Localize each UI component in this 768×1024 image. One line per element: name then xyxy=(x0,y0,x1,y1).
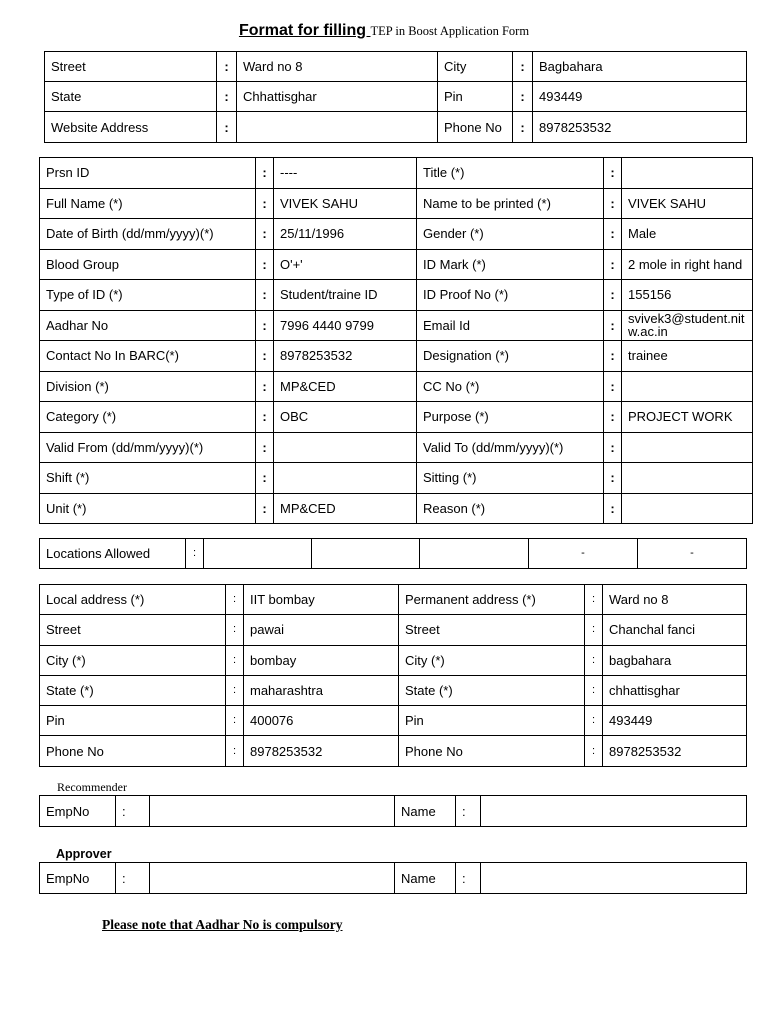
recommender-name-value[interactable] xyxy=(481,796,747,827)
separator: : xyxy=(256,249,274,280)
field-label: CC No (*) xyxy=(417,371,604,402)
table-row xyxy=(40,863,747,894)
table-row xyxy=(45,52,747,82)
separator: : xyxy=(585,736,603,766)
street-value[interactable]: Ward no 8 xyxy=(237,52,438,82)
locations-table xyxy=(39,538,747,569)
separator: : xyxy=(217,82,237,112)
field-value[interactable]: Student/traine ID xyxy=(274,280,417,311)
field-value[interactable]: MP&CED xyxy=(274,371,417,402)
field-value[interactable] xyxy=(622,158,753,189)
approver-empno-value[interactable] xyxy=(150,863,395,894)
table-row xyxy=(40,675,747,705)
field-label: Email Id xyxy=(417,310,604,341)
field-value[interactable]: 7996 4440 9799 xyxy=(274,310,417,341)
field-label: ID Proof No (*) xyxy=(417,280,604,311)
field-label: Local address (*) xyxy=(40,585,226,615)
separator: : xyxy=(226,675,244,705)
separator: : xyxy=(256,341,274,372)
field-value[interactable]: trainee xyxy=(622,341,753,372)
recommender-empno-value[interactable] xyxy=(150,796,395,827)
pin-label: Pin xyxy=(438,82,513,112)
title-sub: TEP in Boost Application Form xyxy=(370,24,530,38)
field-label: Full Name (*) xyxy=(40,188,256,219)
field-label: Type of ID (*) xyxy=(40,280,256,311)
field-label: Name to be printed (*) xyxy=(417,188,604,219)
field-label: Reason (*) xyxy=(417,493,604,524)
title-main: Format for filling xyxy=(238,22,371,39)
separator: : xyxy=(256,371,274,402)
table-row xyxy=(40,645,747,675)
separator: : xyxy=(604,188,622,219)
table-row xyxy=(40,402,753,433)
field-value[interactable] xyxy=(274,432,417,463)
separator: : xyxy=(256,188,274,219)
separator: : xyxy=(256,280,274,311)
field-value[interactable]: svivek3@student.nitw.ac.in xyxy=(622,310,753,341)
separator: : xyxy=(256,493,274,524)
table-row xyxy=(40,341,753,372)
separator: : xyxy=(585,645,603,675)
approver-table xyxy=(39,862,747,894)
recommender-table xyxy=(39,795,747,827)
field-label: Designation (*) xyxy=(417,341,604,372)
location-cell[interactable] xyxy=(420,539,529,569)
field-value[interactable]: 8978253532 xyxy=(274,341,417,372)
field-value[interactable] xyxy=(622,432,753,463)
field-value[interactable]: chhattisghar xyxy=(603,675,747,705)
personal-details-table xyxy=(39,157,753,524)
field-value[interactable]: bombay xyxy=(244,645,399,675)
field-label: Pin xyxy=(399,706,585,736)
field-label: Valid From (dd/mm/yyyy)(*) xyxy=(40,432,256,463)
table-row xyxy=(40,249,753,280)
field-label: Pin xyxy=(40,706,226,736)
field-value[interactable]: 2 mole in right hand xyxy=(622,249,753,280)
separator: : xyxy=(456,796,481,827)
recommender-heading: Recommender xyxy=(57,780,127,794)
location-cell[interactable] xyxy=(204,539,312,569)
table-row xyxy=(40,219,753,250)
separator: : xyxy=(604,463,622,494)
state-value[interactable]: Chhattisghar xyxy=(237,82,438,112)
field-value[interactable]: Chanchal fanci xyxy=(603,615,747,645)
field-value[interactable]: O'+' xyxy=(274,249,417,280)
field-label: Shift (*) xyxy=(40,463,256,494)
field-label: Division (*) xyxy=(40,371,256,402)
phone-value[interactable]: 8978253532 xyxy=(533,112,747,143)
separator: : xyxy=(256,432,274,463)
field-value[interactable]: 493449 xyxy=(603,706,747,736)
field-label: Phone No xyxy=(40,736,226,766)
field-value[interactable]: bagbahara xyxy=(603,645,747,675)
separator: : xyxy=(604,432,622,463)
address-details-table xyxy=(39,584,747,767)
website-value[interactable] xyxy=(237,112,438,143)
separator: : xyxy=(513,82,533,112)
separator: : xyxy=(604,280,622,311)
separator: : xyxy=(456,863,481,894)
field-label: Date of Birth (dd/mm/yyyy)(*) xyxy=(40,219,256,250)
table-row xyxy=(40,493,753,524)
table-row xyxy=(40,585,747,615)
field-label: Blood Group xyxy=(40,249,256,280)
separator: : xyxy=(226,706,244,736)
approver-name-value[interactable] xyxy=(481,863,747,894)
field-value[interactable]: ---- xyxy=(274,158,417,189)
field-value[interactable]: 8978253532 xyxy=(603,736,747,766)
separator: : xyxy=(256,463,274,494)
location-cell[interactable]: - xyxy=(638,539,747,569)
field-label: Permanent address (*) xyxy=(399,585,585,615)
field-label: Prsn ID xyxy=(40,158,256,189)
table-row xyxy=(40,371,753,402)
aadhar-note: Please note that Aadhar No is compulsory xyxy=(102,917,343,932)
table-row xyxy=(45,112,747,143)
table-row xyxy=(40,706,747,736)
table-row xyxy=(40,432,753,463)
field-label: Unit (*) xyxy=(40,493,256,524)
separator: : xyxy=(256,310,274,341)
separator: : xyxy=(226,585,244,615)
table-row xyxy=(40,463,753,494)
separator: : xyxy=(256,219,274,250)
separator: : xyxy=(585,585,603,615)
location-cell[interactable]: - xyxy=(529,539,638,569)
field-label: City (*) xyxy=(40,645,226,675)
form-title xyxy=(0,22,768,40)
table-row xyxy=(40,188,753,219)
table-row xyxy=(40,280,753,311)
approver-name-label: Name xyxy=(395,863,456,894)
locations-label: Locations Allowed xyxy=(40,539,186,569)
field-value[interactable] xyxy=(622,371,753,402)
field-label: Category (*) xyxy=(40,402,256,433)
table-row xyxy=(45,82,747,112)
street-label: Street xyxy=(45,52,217,82)
separator: : xyxy=(217,52,237,82)
separator: : xyxy=(604,341,622,372)
field-value[interactable]: 25/11/1996 xyxy=(274,219,417,250)
city-value[interactable]: Bagbahara xyxy=(533,52,747,82)
table-row xyxy=(40,158,753,189)
separator: : xyxy=(604,493,622,524)
approver-heading: Approver xyxy=(56,847,112,861)
field-value[interactable]: Male xyxy=(622,219,753,250)
field-label: Phone No xyxy=(399,736,585,766)
field-value[interactable]: pawai xyxy=(244,615,399,645)
field-label: Valid To (dd/mm/yyyy)(*) xyxy=(417,432,604,463)
table-row xyxy=(40,796,747,827)
separator: : xyxy=(585,615,603,645)
field-value[interactable]: 155156 xyxy=(622,280,753,311)
phone-label: Phone No xyxy=(438,112,513,143)
field-value[interactable]: VIVEK SAHU xyxy=(622,188,753,219)
separator: : xyxy=(226,615,244,645)
separator: : xyxy=(604,219,622,250)
separator: : xyxy=(585,706,603,736)
field-label: Aadhar No xyxy=(40,310,256,341)
website-label: Website Address xyxy=(45,112,217,143)
separator: : xyxy=(604,249,622,280)
field-label: ID Mark (*) xyxy=(417,249,604,280)
field-value[interactable] xyxy=(274,463,417,494)
state-label: State xyxy=(45,82,217,112)
separator: : xyxy=(513,112,533,143)
separator: : xyxy=(256,158,274,189)
separator: : xyxy=(186,539,204,569)
approver-empno-label: EmpNo xyxy=(40,863,116,894)
field-label: Street xyxy=(40,615,226,645)
field-value[interactable]: Ward no 8 xyxy=(603,585,747,615)
separator: : xyxy=(116,796,150,827)
table-row xyxy=(40,310,753,341)
field-value[interactable]: IIT bombay xyxy=(244,585,399,615)
field-label: Purpose (*) xyxy=(417,402,604,433)
field-value[interactable] xyxy=(622,463,753,494)
field-value[interactable]: maharashtra xyxy=(244,675,399,705)
field-value[interactable]: 8978253532 xyxy=(244,736,399,766)
field-value[interactable]: PROJECT WORK xyxy=(622,402,753,433)
separator: : xyxy=(604,158,622,189)
location-cell[interactable] xyxy=(312,539,420,569)
separator: : xyxy=(585,675,603,705)
separator: : xyxy=(256,402,274,433)
field-value[interactable] xyxy=(622,493,753,524)
city-label: City xyxy=(438,52,513,82)
field-label: State (*) xyxy=(399,675,585,705)
separator: : xyxy=(604,310,622,341)
field-value[interactable]: MP&CED xyxy=(274,493,417,524)
top-address-table xyxy=(44,51,747,143)
table-row xyxy=(40,539,747,569)
recommender-name-label: Name xyxy=(395,796,456,827)
separator: : xyxy=(116,863,150,894)
field-value[interactable]: 400076 xyxy=(244,706,399,736)
field-label: Gender (*) xyxy=(417,219,604,250)
separator: : xyxy=(226,736,244,766)
separator: : xyxy=(226,645,244,675)
field-label: Sitting (*) xyxy=(417,463,604,494)
field-label: Street xyxy=(399,615,585,645)
field-value[interactable]: VIVEK SAHU xyxy=(274,188,417,219)
field-value[interactable]: OBC xyxy=(274,402,417,433)
separator: : xyxy=(513,52,533,82)
field-label: Contact No In BARC(*) xyxy=(40,341,256,372)
separator: : xyxy=(604,402,622,433)
separator: : xyxy=(217,112,237,143)
table-row xyxy=(40,736,747,766)
field-label: State (*) xyxy=(40,675,226,705)
table-row xyxy=(40,615,747,645)
recommender-empno-label: EmpNo xyxy=(40,796,116,827)
field-label: City (*) xyxy=(399,645,585,675)
separator: : xyxy=(604,371,622,402)
pin-value[interactable]: 493449 xyxy=(533,82,747,112)
field-label: Title (*) xyxy=(417,158,604,189)
